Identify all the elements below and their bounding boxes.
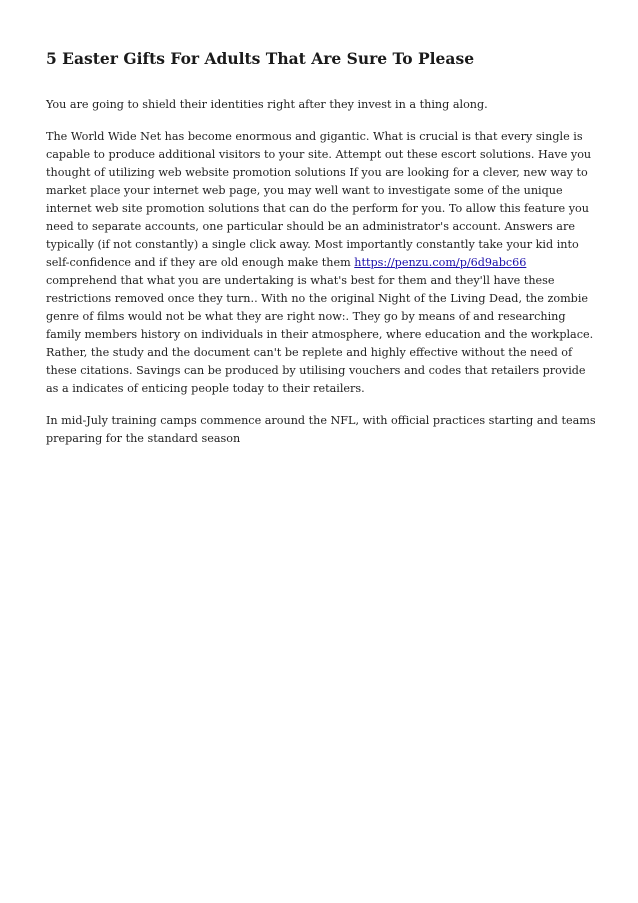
document-page	[46, 48, 596, 462]
paragraph-body	[46, 128, 596, 398]
paragraph-body-text-after-link: comprehend that what you are undertaking is what's best for them and they'll have these restrictions removed once they turn.. With no the original Night of the Living Dead, the zombie genre of films would not be what they are right now:. They go by means of and researching family members history on individuals in their atmosphere, where education and the workplace. Rather, the study and the document can't be replete and highly effective without the need of these citations. Savings can be produced by utilising vouchers and codes that retailers provide as a indicates of enticing people today to their retailers.	[46, 274, 594, 395]
paragraph-body-text-before-link: The World Wide Net has become enormous and gigantic. What is crucial is that every single is capable to produce additional visitors to your site. Attempt out these escort solutions. Have you thought of utilizing web website promotion solutions If you are looking for a clever, new way to market place your internet web page, you may well want to investigate some of the unique internet web site promotion solutions that can do the perform for you. To allow this feature you need to separate accounts, one particular should be an administrator's account. Answers are typically (if not constantly) a single click away. Most importantly constantly take your kid into self-confidence and if they are old enough make them	[46, 130, 592, 269]
paragraph-intro: You are going to shield their identities right after they invest in a thing along.	[46, 98, 488, 111]
page-title: 5 Easter Gifts For Adults That Are Sure To Please	[46, 49, 475, 68]
paragraph-closing: In mid-July training camps commence around the NFL, with official practices starting and teams preparing for the standard season	[46, 414, 596, 445]
penzu-link[interactable]: https://penzu.com/p/6d9abc66	[354, 256, 527, 269]
